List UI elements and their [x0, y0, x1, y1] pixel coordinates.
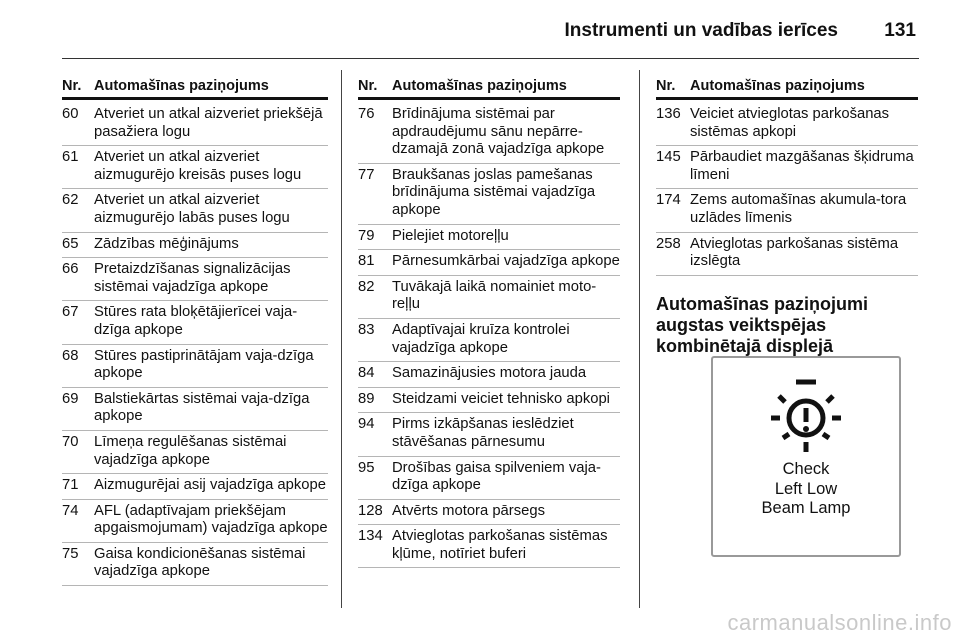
table-row	[358, 388, 620, 414]
message-number: 94	[358, 416, 375, 433]
message-text: Atvieglotas parkošanas sistēmas kļūme, notīriet buferi	[392, 528, 608, 562]
message-number: 136	[656, 106, 681, 122]
message-number: 67	[62, 304, 79, 321]
message-number: 62	[62, 192, 79, 209]
table-row	[62, 146, 328, 189]
message-text: Gaisa kondicionēšanas sistēmai vajadzīga apkope	[94, 545, 306, 580]
message-text: Veiciet atvieglotas parkošanas sistēmas apkopi	[690, 106, 890, 140]
message-number: 81	[358, 253, 375, 270]
table-row	[358, 457, 620, 500]
message-text: Atveriet un atkal aizveriet aizmugurējo labās puses logu	[94, 192, 290, 226]
message-text: Samazinājusies motora jauda	[392, 365, 587, 382]
message-text: Stūres pastiprinātājam vaja-dzīga apkope	[94, 347, 314, 382]
message-number: 258	[656, 235, 681, 252]
message-number: 89	[358, 390, 375, 407]
message-number: 95	[358, 459, 375, 476]
message-text: Zādzības mēģinājums	[94, 235, 239, 252]
message-text: Stūres rata bloķētājierīcei vaja-dzīga apkope	[94, 304, 298, 338]
column-divider	[341, 70, 342, 608]
message-text: Braukšanas joslas pamešanas brīdinājuma sistēmai vajadzīga apkope	[392, 166, 596, 218]
column-3	[656, 78, 918, 357]
table-row	[656, 233, 918, 276]
warning-display-text	[713, 460, 899, 519]
warning-display-panel	[711, 356, 901, 557]
message-number: 82	[358, 278, 375, 295]
table-row	[62, 543, 328, 586]
message-text: Pretaizdzīšanas signalizācijas sistēmai vajadzīga apkope	[94, 261, 291, 295]
table-row	[358, 525, 620, 568]
message-text: Atveriet un atkal aizveriet priekšējā pasažiera logu	[94, 106, 323, 140]
table-row	[358, 319, 620, 362]
table-row	[656, 189, 918, 232]
header-message: Automašīnas paziņojums	[94, 78, 269, 94]
header-rule	[62, 58, 919, 59]
message-number: 69	[62, 390, 79, 407]
message-number: 134	[358, 528, 383, 545]
message-number: 60	[62, 106, 79, 122]
column-2	[358, 78, 620, 568]
message-number: 79	[358, 227, 375, 244]
header-title: Instrumenti un vadības ierīces	[564, 20, 838, 41]
message-text: Adaptīvajai kruīza kontrolei vajadzīga apkope	[392, 321, 570, 356]
message-list	[62, 103, 328, 586]
message-text: Pirms izkāpšanas ieslēdziet stāvēšanas pārnesumu	[392, 416, 574, 450]
table-header	[656, 78, 918, 100]
warning-line-1: Check	[782, 460, 830, 478]
table-row	[62, 345, 328, 388]
table-row	[62, 189, 328, 232]
message-text: Balstiekārtas sistēmai vaja-dzīga apkope	[94, 390, 310, 425]
message-text: Drošības gaisa spilveniem vaja-dzīga apkope	[392, 459, 601, 494]
message-number: 71	[62, 477, 79, 494]
message-text: Zems automašīnas akumula-tora uzlādes līmenis	[690, 192, 907, 226]
message-text: AFL (adaptīvajam priekšējam apgaismojumam) vajadzīga apkope	[94, 502, 328, 537]
table-row	[62, 301, 328, 344]
table-row	[358, 164, 620, 225]
message-number: 83	[358, 321, 375, 338]
message-number: 65	[62, 235, 79, 252]
watermark: carmanualsonline.info	[727, 610, 952, 635]
message-list	[656, 103, 918, 276]
message-list	[358, 103, 620, 568]
table-row	[62, 474, 328, 500]
table-row	[62, 233, 328, 259]
table-row	[358, 276, 620, 319]
page-header	[0, 0, 960, 62]
message-text: Atvērts motora pārsegs	[392, 502, 545, 519]
message-text: Pārbaudiet mazgāšanas šķidruma līmeni	[690, 149, 914, 183]
message-number: 77	[358, 166, 375, 183]
header-message: Automašīnas paziņojums	[690, 78, 865, 94]
message-number: 68	[62, 347, 79, 364]
header-nr: Nr.	[358, 78, 378, 94]
message-text: Atveriet un atkal aizveriet aizmugurējo kreisās puses logu	[94, 149, 302, 183]
message-text: Brīdinājuma sistēmai par apdraudējumu sānu nepārre-dzamajā zonā vajadzīga apkope	[392, 106, 605, 158]
low-beam-warning-icon	[761, 376, 851, 463]
header-message: Automašīnas paziņojums	[392, 78, 567, 94]
message-number: 76	[358, 106, 375, 122]
table-row	[656, 103, 918, 146]
message-text: Tuvākajā laikā nomainiet moto-reļļu	[392, 278, 597, 313]
message-text: Atvieglotas parkošanas sistēma izslēgta	[690, 235, 899, 270]
message-number: 66	[62, 261, 79, 278]
message-text: Pielejiet motoreļļu	[392, 227, 509, 244]
warning-line-2: Left Low	[774, 479, 838, 498]
table-row	[358, 500, 620, 526]
table-row	[62, 388, 328, 431]
column-1	[62, 78, 328, 586]
message-text: Steidzami veiciet tehnisko apkopi	[392, 390, 610, 407]
header-nr: Nr.	[62, 78, 82, 94]
warning-line-3: Beam Lamp	[761, 499, 851, 517]
message-number: 174	[656, 192, 681, 209]
message-number: 75	[62, 545, 79, 562]
message-text: Pārnesumkārbai vajadzīga apkope	[392, 253, 620, 270]
table-row	[62, 258, 328, 301]
table-row	[358, 103, 620, 164]
table-row	[62, 500, 328, 543]
table-row	[656, 146, 918, 189]
table-row	[62, 103, 328, 146]
table-row	[358, 362, 620, 388]
table-row	[62, 431, 328, 474]
message-number: 145	[656, 149, 681, 166]
message-number: 70	[62, 433, 79, 450]
table-row	[358, 413, 620, 456]
table-header	[62, 78, 328, 100]
table-header	[358, 78, 620, 100]
message-text: Aizmugurējai asij vajadzīga apkope	[94, 477, 326, 494]
section-heading: Automašīnas paziņojumi augstas veiktspējas kombinētajā displejā	[656, 293, 869, 356]
column-divider	[639, 70, 640, 608]
message-text: Līmeņa regulēšanas sistēmai vajadzīga apkope	[94, 433, 287, 468]
message-number: 61	[62, 149, 79, 166]
message-number: 84	[358, 365, 375, 382]
page-number: 131	[884, 20, 916, 41]
header-nr: Nr.	[656, 78, 676, 94]
message-number: 128	[358, 502, 383, 519]
table-row	[358, 250, 620, 276]
table-row	[358, 225, 620, 251]
message-number: 74	[62, 502, 79, 519]
